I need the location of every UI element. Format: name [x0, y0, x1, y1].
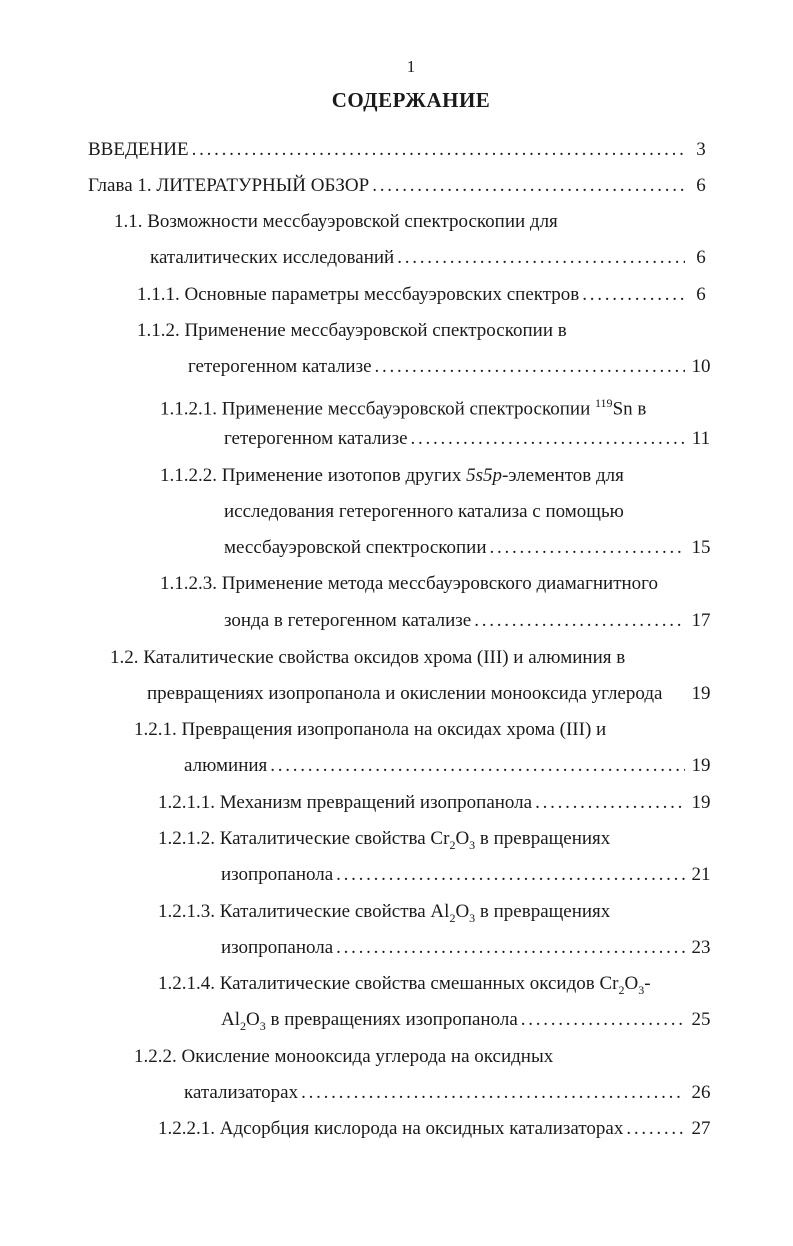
toc-page-number: 25 [691, 1009, 711, 1030]
toc-dot-leader [411, 424, 685, 454]
toc-entry-label [221, 1005, 518, 1041]
toc-entry-1-2-cont[interactable] [147, 679, 682, 709]
toc-entry-1-2-1-cont[interactable] [184, 751, 688, 781]
toc-dot-leader [192, 135, 685, 165]
toc-entry-label-part: Al [221, 1009, 240, 1030]
toc-dot-leader [490, 533, 685, 563]
toc-dot-leader [336, 933, 685, 963]
formula-subscript: 2 [449, 910, 456, 925]
toc-dot-leader [270, 751, 685, 781]
toc-entry-label: гетерогенном катализе [188, 356, 372, 377]
toc-entry-label: 1.2.1.1. Механизм превращений изопропанола [158, 792, 533, 813]
toc-entry-label-part: -элементов для [502, 465, 624, 486]
toc-entry-label-part: 1.2.1.2. Каталитические свойства Cr [158, 828, 450, 849]
toc-entry-label: 1.2.2. Окисление монооксида углерода на оксидных [134, 1046, 554, 1067]
toc-entry-label: изопропанола [221, 864, 334, 885]
toc-page-number: 21 [691, 864, 711, 885]
page-number: 1 [406, 57, 416, 76]
toc-entry-label: превращениях изопропанола и окислении монооксида углерода [147, 683, 663, 704]
toc-entry-chapter-1[interactable] [88, 171, 688, 201]
toc-entry-1-1-2-1-cont[interactable] [224, 424, 688, 454]
toc-page-number: 11 [691, 428, 711, 449]
toc-entry-label: каталитических исследований [150, 247, 395, 268]
toc-entry-1-1-2-2-cont2[interactable] [224, 533, 688, 563]
toc-entry-label-part: - [644, 973, 651, 994]
toc-dot-leader [535, 788, 685, 818]
toc-entry-1-1-1[interactable] [137, 280, 688, 310]
toc-entry-label: 1.1.2. Применение мессбауэровской спектроскопии в [137, 320, 567, 341]
toc-entry-label: гетерогенном катализе [224, 428, 408, 449]
toc-entry-1-1-2-3-cont[interactable] [224, 606, 688, 636]
toc-page-number: 6 [696, 247, 706, 268]
toc-entry-1-2-2-1[interactable] [158, 1114, 688, 1144]
toc-dot-leader [372, 171, 685, 201]
toc-entry-1-2[interactable] [110, 643, 645, 673]
toc-entry-label [158, 824, 610, 860]
toc-page-number: 6 [696, 284, 706, 305]
toc-page-number: 23 [691, 937, 711, 958]
formula-subscript: 3 [469, 910, 476, 925]
toc-entry-label: 1.2.2.1. Адсорбция кислорода на оксидных катализаторах [158, 1118, 624, 1139]
toc-entry-label-part: в превращениях [475, 901, 611, 922]
toc-page-number: 19 [691, 755, 711, 776]
toc-entry-italic: 5s5p [466, 465, 503, 486]
toc-page-number: 10 [691, 356, 711, 377]
toc-entry-1-1-2-2[interactable] [160, 461, 645, 491]
toc-dot-leader [336, 860, 685, 890]
toc-title: СОДЕРЖАНИЕ [331, 88, 491, 112]
toc-entry-1-2-1-3[interactable] [158, 897, 645, 927]
toc-entry-1-2-2[interactable] [134, 1042, 645, 1072]
formula-subscript: 3 [469, 837, 476, 852]
toc-entry-label [158, 897, 610, 933]
toc-entry-label [160, 461, 624, 491]
toc-entry-label-part: в превращениях изопропанола [265, 1009, 518, 1030]
isotope-superscript: 119 [595, 396, 613, 410]
toc-dot-leader [521, 1005, 685, 1035]
toc-entry-label-part: Sn в [612, 398, 647, 420]
toc-dot-leader [582, 280, 685, 310]
toc-page-number: 26 [691, 1082, 711, 1103]
toc-entry-1-1-2-2-cont[interactable] [224, 497, 645, 527]
toc-entry-label: мессбауэровской спектроскопии [224, 537, 487, 558]
toc-entry-1-2-1-2-cont[interactable] [221, 860, 688, 890]
toc-entry-1-1-2[interactable] [137, 316, 645, 346]
toc-dot-leader [397, 243, 685, 273]
formula-subscript: 3 [638, 982, 645, 997]
toc-entry-1-1-2-3[interactable] [160, 569, 675, 599]
formula-part: O [246, 1009, 260, 1030]
toc-entry-1-2-1-1[interactable] [158, 788, 688, 818]
toc-dot-leader [474, 606, 685, 636]
toc-entry-label: зонда в гетерогенном катализе [224, 610, 472, 631]
toc-entry-1-1-cont[interactable] [150, 243, 688, 273]
toc-entry-label [158, 969, 651, 1005]
toc-entry-label-part: 1.2.1.4. Каталитические свойства смешанных оксидов Cr [158, 973, 619, 994]
formula-part: O [455, 901, 470, 922]
toc-entry-label-part: 1.1.2.1. Применение мессбауэровской спектроскопии [160, 398, 595, 420]
toc-entry-1-1-2-1[interactable] [160, 388, 645, 418]
toc-entry-1-2-1-3-cont[interactable] [221, 933, 688, 963]
toc-entry-1-2-1[interactable] [134, 715, 645, 745]
toc-dot-leader [375, 352, 685, 382]
toc-entry-1-1[interactable] [114, 207, 645, 237]
toc-entry-label-part: 1.1.2.2. Применение изотопов других [160, 465, 467, 486]
toc-entry-label: ВВЕДЕНИЕ [88, 139, 189, 160]
toc-entry-introduction[interactable] [88, 135, 688, 165]
toc-page-number: 15 [691, 537, 711, 558]
toc-page-number: 3 [696, 139, 706, 160]
toc-entry-1-2-1-2[interactable] [158, 824, 645, 854]
toc-page-number: 19 [691, 792, 711, 813]
formula-subscript: 2 [618, 982, 625, 997]
toc-entry-label: 1.2. Каталитические свойства оксидов хрома (III) и алюминия в [110, 647, 626, 668]
toc-entry-label: 1.2.1. Превращения изопропанола на оксидах хрома (III) и [134, 719, 607, 740]
toc-dot-leader [626, 1114, 685, 1144]
toc-page-number: 27 [691, 1118, 711, 1139]
toc-entry-label: 1.1. Возможности мессбауэровской спектроскопии для [114, 211, 558, 232]
toc-entry-label: изопропанола [221, 937, 334, 958]
toc-page-number: 6 [696, 175, 706, 196]
toc-dot-leader [301, 1078, 685, 1108]
toc-entry-1-2-1-4-cont[interactable] [221, 1005, 688, 1035]
toc-entry-label: 1.1.2.3. Применение метода мессбауэровского диамагнитного [160, 573, 658, 594]
toc-page-number: 19 [691, 683, 711, 704]
toc-entry-label-part: в превращениях [475, 828, 611, 849]
toc-entry-label: Глава 1. ЛИТЕРАТУРНЫЙ ОБЗОР [88, 175, 370, 196]
toc-entry-label: 1.1.1. Основные параметры мессбауэровских спектров [137, 284, 580, 305]
formula-part: O [455, 828, 470, 849]
formula-subscript: 2 [449, 837, 456, 852]
toc-entry-1-2-2-cont[interactable] [184, 1078, 688, 1108]
formula-subscript: 3 [259, 1018, 266, 1033]
toc-entry-label: катализаторах [184, 1082, 299, 1103]
toc-entry-1-1-2-cont[interactable] [188, 352, 688, 382]
formula-part: O [624, 973, 639, 994]
toc-entry-1-2-1-4[interactable] [158, 969, 668, 999]
toc-entry-label [160, 388, 646, 424]
toc-entry-label: алюминия [184, 755, 268, 776]
toc-entry-label: исследования гетерогенного катализа с помощью [224, 501, 624, 522]
formula-subscript: 2 [240, 1018, 246, 1033]
toc-page-number: 17 [691, 610, 711, 631]
toc-entry-label-part: 1.2.1.3. Каталитические свойства Al [158, 901, 450, 922]
